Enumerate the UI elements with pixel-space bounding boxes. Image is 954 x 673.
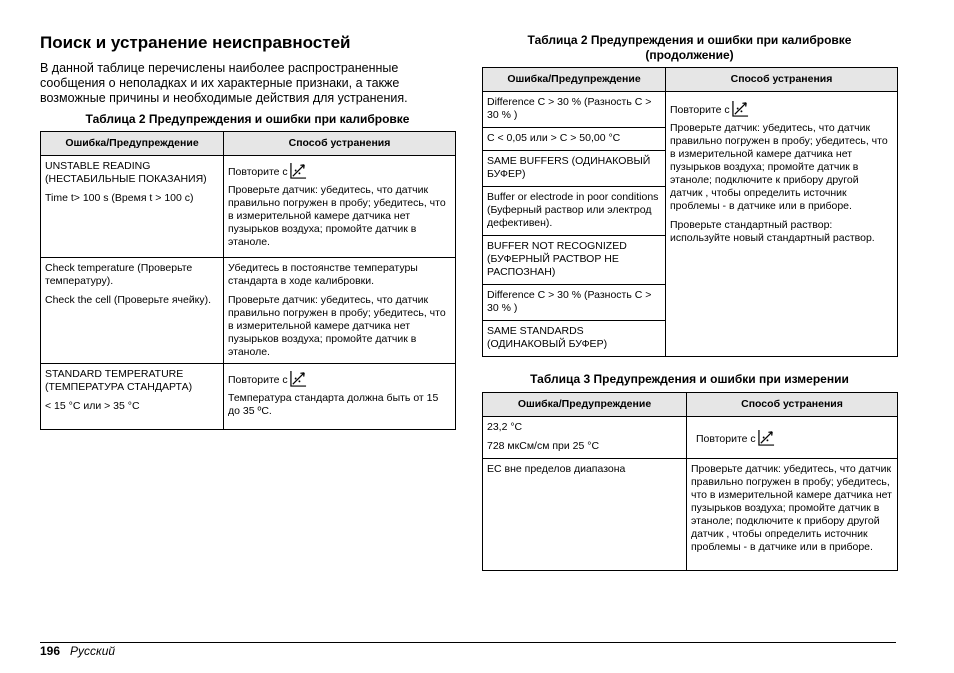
repeat-instruction [228, 370, 451, 387]
fix-text: Убедитесь в постоянстве температуры стандарта в ходе калибровки. [228, 262, 418, 287]
calibration-icon [732, 100, 749, 117]
error-text: STANDARD TEMPERATURE (ТЕМПЕРАТУРА СТАНДАРТА) [45, 368, 193, 393]
table-right-bottom-caption: Таблица 3 Предупреждения и ошибки при измерении [530, 372, 849, 386]
repeat-label: Повторите с [670, 104, 730, 116]
page-footer [40, 644, 115, 658]
repeat-instruction [696, 429, 893, 446]
table-left-col-fix: Способ устранения [224, 132, 456, 156]
error-text: SAME STANDARDS (ОДИНАКОВЫЙ БУФЕР) [483, 321, 666, 357]
page-language: Русский [70, 644, 116, 658]
table-left [40, 131, 456, 430]
error-text: Check temperature (Проверьте температуру). [45, 262, 193, 287]
table-row [41, 258, 456, 364]
calibration-icon [290, 370, 307, 387]
error-text: < 15 °C или > 35 °C [45, 400, 140, 412]
calibration-icon [290, 162, 307, 179]
table-row [41, 364, 456, 430]
fix-text: Проверьте датчик: убедитесь, что датчик правильно погружен в пробу; убедитесь, что в измерительной камере датчика нет пузырьков воздуха; промойте датчик в этаноле; подключите к прибору другой датчик , чтобы определить источник проблемы - в датчике или в приборе. [670, 122, 888, 212]
table-row [483, 92, 898, 128]
repeat-label: Повторите с [228, 374, 288, 386]
fix-text: Проверьте датчик: убедитесь, что датчик правильно погружен в пробу; убедитесь, что в измерительной камере датчика нет пузырьков воздуха; промойте датчик в этаноле. [228, 294, 446, 358]
table-row [483, 459, 898, 571]
fix-text: Проверьте датчик: убедитесь, что датчик правильно погружен в пробу; убедитесь, что в измерительной камере датчика нет пузырьков воздуха; промойте датчик в этаноле. [228, 184, 446, 248]
table-right-top-col-fix: Способ устранения [666, 68, 898, 92]
error-text: Difference C > 30 % (Разность C > 30 % ) [483, 285, 666, 321]
intro-text: В данной таблице перечислены наиболее распространенные сообщения о неполадках и их характерные признаки, а также возможные причины и необходимые действия для устранения. [40, 61, 408, 105]
error-text: BUFFER NOT RECOGNIZED (БУФЕРНЫЙ РАСТВОР НЕ РАСПОЗНАН) [483, 236, 666, 285]
footer-divider [40, 642, 896, 643]
fix-text: Проверьте стандартный раствор: используйте новый стандартный раствор. [670, 219, 875, 244]
table-right-top [482, 67, 898, 357]
repeat-instruction [228, 162, 451, 179]
error-text: Time t> 100 s (Время t > 100 c) [45, 192, 194, 204]
fix-text: Проверьте датчик: убедитесь, что датчик правильно погружен в пробу; убедитесь, что в измерительной камере датчика нет пузырьков воздуха; промойте датчик в этаноле; подключите к прибору другой датчик , чтобы определить источник проблемы - в датчике или в приборе. [691, 463, 892, 553]
table-row [483, 417, 898, 459]
table-left-col-error: Ошибка/Предупреждение [41, 132, 224, 156]
error-text: C < 0,05 или > C > 50,00 °C [483, 128, 666, 151]
page-number: 196 [40, 644, 61, 658]
table-right-top-caption: Таблица 2 Предупреждения и ошибки при калибровке (продолжение) [527, 33, 852, 62]
repeat-label: Повторите с [228, 166, 288, 178]
error-text: Difference C > 30 % (Разность C > 30 % ) [483, 92, 666, 128]
repeat-label: Повторите с [696, 433, 756, 445]
table-row [41, 156, 456, 258]
error-text: SAME BUFFERS (ОДИНАКОВЫЙ БУФЕР) [483, 151, 666, 187]
error-text: EC вне пределов диапазона [487, 463, 626, 475]
table-right-top-col-error: Ошибка/Предупреждение [483, 68, 666, 92]
table-right-bottom [482, 392, 898, 571]
repeat-instruction [670, 100, 893, 117]
table-left-caption: Таблица 2 Предупреждения и ошибки при калибровке [85, 112, 410, 126]
table-right-bottom-col-fix: Способ устранения [687, 393, 898, 417]
page-title: Поиск и устранение неисправностей [40, 33, 351, 52]
error-text: UNSTABLE READING (НЕСТАБИЛЬНЫЕ ПОКАЗАНИЯ) [45, 160, 207, 185]
fix-text: Температура стандарта должна быть от 15 до 35 ºC. [228, 392, 439, 417]
error-text: Buffer or electrode in poor conditions (Буферный раствор или электрод дефективен). [483, 187, 666, 236]
calibration-icon [758, 429, 775, 446]
error-text: 728 мкСм/см при 25 °C [487, 440, 600, 452]
error-text: 23,2 °C [487, 421, 523, 433]
error-text: Check the cell (Проверьте ячейку). [45, 294, 212, 306]
table-right-bottom-col-error: Ошибка/Предупреждение [483, 393, 687, 417]
